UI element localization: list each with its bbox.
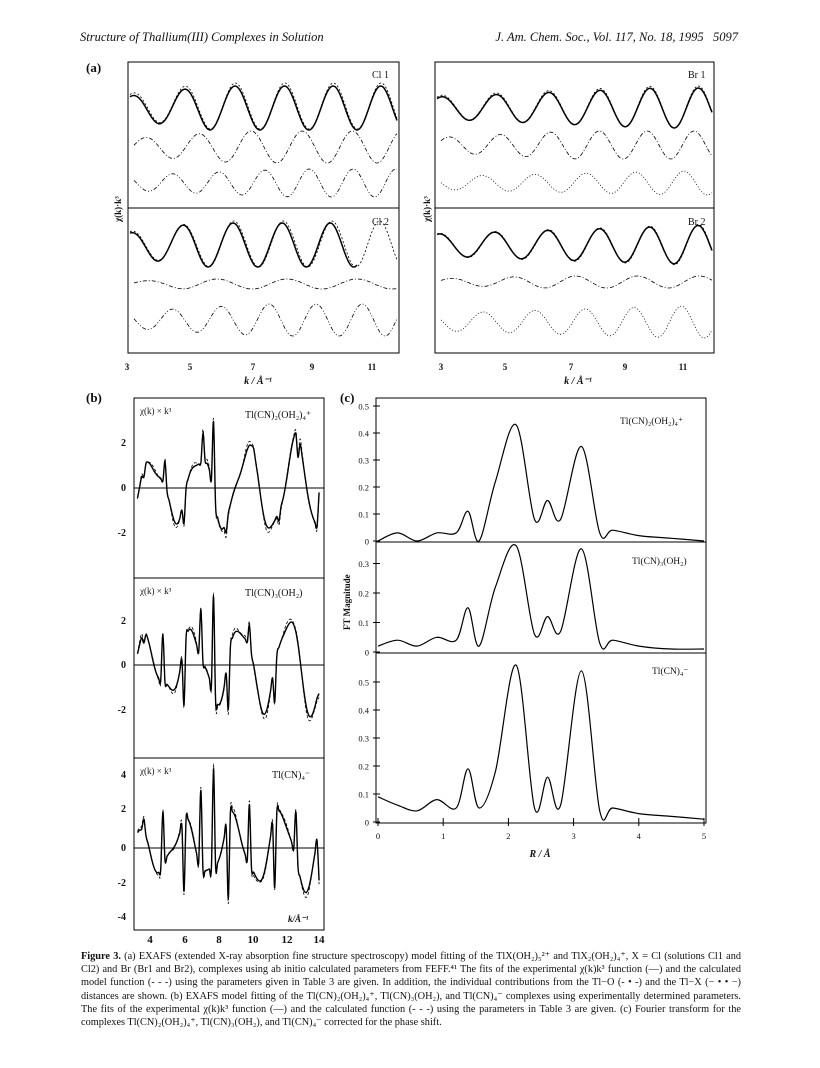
- ytick-label: 0.1: [358, 509, 369, 520]
- xtick-label: 2: [506, 831, 511, 841]
- figure-caption: [81, 950, 741, 1029]
- c3-title: Tl(CN)₄⁻: [652, 667, 689, 677]
- xtick-label: 5: [701, 831, 707, 841]
- xtick: 5: [502, 362, 508, 372]
- br1-tl-o-contribution: [441, 131, 712, 159]
- b3-title: Tl(CN)₄⁻: [272, 770, 311, 781]
- ytick-label: 0.5: [358, 677, 369, 688]
- xtick: 10: [247, 934, 259, 945]
- c3-yticks: [358, 678, 380, 828]
- br2-tl-x-contribution: [441, 306, 712, 338]
- panel-b-label: (b): [86, 390, 102, 405]
- panel-b-frame: [118, 398, 325, 945]
- subplot-label-br2: Br 2: [688, 217, 706, 228]
- ytick: 2: [121, 438, 126, 449]
- xtick: 11: [367, 362, 377, 372]
- panel-a-ylabel-left: χ(k)·k³: [113, 196, 123, 222]
- cl2-tl-x-contribution: [134, 304, 397, 336]
- panel-b-xticks: [147, 934, 325, 945]
- journal-name: J. Am. Chem. Soc., Vol. 117, No. 18, 1995: [495, 30, 704, 44]
- ytick-label: 0.1: [358, 618, 369, 628]
- ytick-label: 0.4: [358, 428, 369, 439]
- ytick-label: 0.4: [358, 705, 369, 716]
- xtick: 3: [438, 362, 444, 372]
- page-number: 5097: [713, 30, 738, 44]
- ytick-label: 0.3: [358, 455, 369, 466]
- ytick-label: 0.2: [358, 588, 369, 599]
- b2-title: Tl(CN)₃(OH₂): [245, 588, 303, 599]
- ytick-label: 0.2: [358, 761, 369, 772]
- panel-a-right-xticks: [439, 362, 688, 372]
- panel-a-xlabel-right: k / Å⁻¹: [564, 376, 592, 387]
- xtick: 12: [281, 934, 293, 945]
- ytick: -2: [117, 705, 126, 716]
- ytick-label: 0.5: [358, 401, 369, 412]
- caption-text: (a) EXAFS (extended X-ray absorption fine structure spectroscopy) model fitting of the TlX(OH₂)₅²⁺ and TlX₂(OH₂)₄⁺, X = Cl (solutions Cl1 and Cl2) and Br (Br1 and Br2), complexes using ab initio calculated parameters from FEFF.⁴¹ The fits of the experimental χ(k)k³ function (—) and the calculated model function (- - -) using the parameters given in Table 3 are given. In addition, the individual contributions from the Tl−O (- • -) and the Tl−X (− • • −) distances are shown. (b) EXAFS model fitting of the Tl(CN)₂(OH₂)₄⁺, Tl(CN)₃(OH₂), and Tl(CN)₄⁻ complexes using experimentally determined parameters. The fits of the experimental χ(k)k³ function (—) and the calculated function (- - -) using the parameters in Table 3 are given. (c) Fourier transform for the complexes Tl(CN)₂(OH₂)₄⁺, Tl(CN)₃(OH₂), and Tl(CN)₄⁻ corrected for the phase shift.: [81, 951, 741, 1029]
- c1-ft-curve: [378, 424, 704, 541]
- running-title: Structure of Thallium(III) Complexes in Solution: [80, 30, 324, 44]
- ytick: 0: [121, 660, 126, 671]
- ytick: 4: [121, 770, 126, 781]
- b-xlabel: k/Å⁻¹: [288, 914, 309, 924]
- cl1-tl-o-contribution: [134, 131, 397, 163]
- xtick: 14: [313, 934, 325, 945]
- b1-title: Tl(CN)₂(OH₂)₄⁺: [245, 410, 312, 421]
- ytick: 2: [121, 616, 126, 627]
- ytick: -2: [117, 528, 126, 539]
- ytick: 0: [121, 843, 126, 854]
- panel-a-ylabel-right: χ(k)·k³: [422, 196, 432, 222]
- xtick: 11: [678, 362, 688, 372]
- xtick: 9: [309, 362, 315, 372]
- br2-model-curve: [437, 225, 712, 265]
- ytick-label: 0.1: [358, 789, 369, 800]
- c2-yticks: [358, 559, 380, 658]
- panel-a-left-xticks: [125, 362, 377, 372]
- xtick: 3: [124, 362, 130, 372]
- b1-model-curve: [138, 418, 320, 537]
- cl1-experimental-curve: [130, 86, 397, 130]
- ytick-label: 0: [364, 647, 369, 658]
- br1-model-curve: [437, 86, 712, 128]
- ytick: -4: [117, 912, 126, 923]
- xtick: 9: [622, 362, 628, 372]
- panel-c-xticks: [376, 818, 706, 841]
- xtick: 7: [568, 362, 574, 372]
- xtick: 4: [147, 934, 153, 945]
- ytick-label: 0: [364, 817, 369, 828]
- ytick: 0: [121, 483, 126, 494]
- b3-experimental-curve: [138, 769, 320, 899]
- xtick: 5: [187, 362, 193, 372]
- xtick: 8: [216, 934, 222, 945]
- xtick-label: 4: [636, 831, 641, 841]
- c-ylabel: FT Magnitude: [342, 574, 352, 630]
- ytick: -2: [117, 878, 126, 889]
- panel-a-left-frame: [113, 62, 399, 387]
- xtick: 7: [250, 362, 256, 372]
- br1-tl-x-contribution: [441, 171, 712, 195]
- c1-yticks: [358, 402, 380, 547]
- xtick-label: 3: [571, 831, 576, 841]
- panel-c-label: (c): [340, 390, 355, 405]
- xtick-label: 1: [441, 831, 446, 841]
- cl1-tl-x-contribution: [134, 169, 397, 197]
- br2-tl-o-contribution: [441, 276, 712, 288]
- caption-label: Figure 3.: [81, 951, 121, 962]
- panel-a-label: (a): [86, 60, 102, 75]
- ytick: 2: [121, 804, 126, 815]
- ytick-label: 0.3: [358, 733, 369, 744]
- br2-experimental-curve: [437, 226, 712, 264]
- ytick-label: 0.2: [358, 482, 369, 493]
- b2-experimental-curve: [138, 597, 320, 717]
- panel-c-frame: [342, 398, 706, 860]
- cl2-tl-o-contribution: [134, 279, 397, 289]
- b1-ylabel: χ(k) × k³: [140, 406, 172, 416]
- br1-experimental-curve: [437, 88, 712, 128]
- c2-title: Tl(CN)₃(OH₂): [632, 557, 687, 567]
- ytick-label: 0.3: [358, 559, 369, 569]
- xtick-label: 0: [375, 831, 381, 841]
- panel-a-right-frame: [422, 62, 714, 387]
- subplot-label-cl1: Cl 1: [372, 70, 389, 81]
- subplot-label-cl2: Cl 2: [372, 217, 389, 228]
- b3-ylabel: χ(k) × k³: [140, 766, 172, 776]
- c3-ft-curve: [378, 665, 704, 820]
- c1-title: Tl(CN)₂(OH₂)₄⁺: [620, 417, 683, 427]
- b2-ylabel: χ(k) × k³: [140, 586, 172, 596]
- cl2-experimental-curve: [130, 223, 357, 267]
- cl1-model-curve: [130, 83, 397, 129]
- xtick: 6: [182, 934, 188, 945]
- ytick-label: 0: [364, 536, 369, 547]
- panel-a-xlabel-left: k / Å⁻¹: [244, 376, 272, 387]
- c-xlabel: R / Å: [529, 849, 551, 860]
- subplot-label-br1: Br 1: [688, 70, 706, 81]
